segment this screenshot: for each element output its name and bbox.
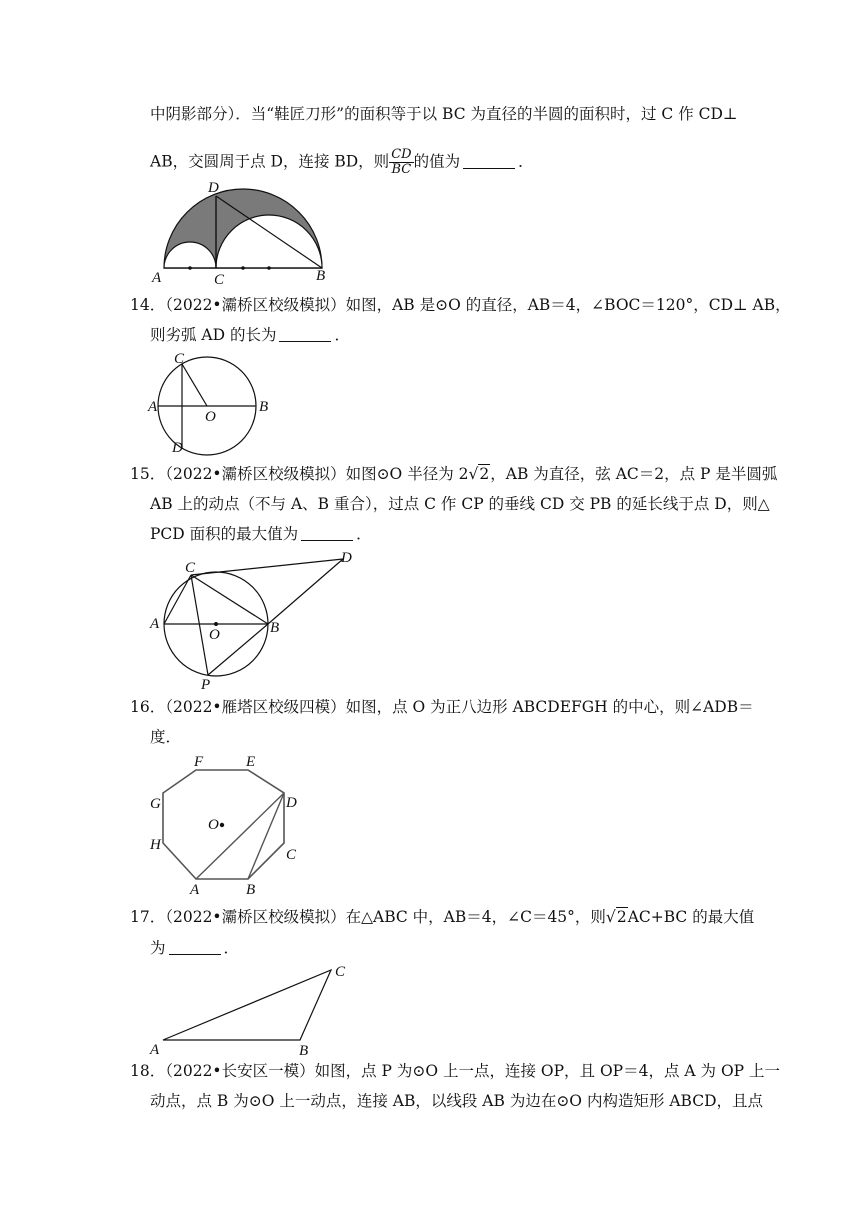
q13-text-line2 bbox=[150, 148, 732, 177]
q14-circle-figure bbox=[145, 348, 285, 458]
label-d: D bbox=[172, 440, 183, 456]
q14-question: 则劣弧 AD 的长为 bbox=[150, 326, 277, 344]
label-c: C bbox=[335, 964, 346, 980]
q17-text-line1 bbox=[130, 906, 755, 928]
label-a: A bbox=[150, 616, 160, 632]
q15-stem-b: ，AB 为直径，弦 AC＝2，点 P 是半圆弧 bbox=[490, 465, 778, 483]
label-b: B bbox=[259, 399, 269, 415]
q15-question: PCD 面积的最大值为 bbox=[150, 525, 299, 543]
label-h: H bbox=[150, 837, 161, 853]
q18-number: 18． bbox=[130, 1062, 166, 1080]
period: ． bbox=[223, 939, 240, 957]
q17-triangle-figure bbox=[145, 962, 365, 1056]
q13-text-line1: 中阴影部分）．当“鞋匠刀形”的面积等于以 BC 为直径的半圆的面积时，过 C 作 CD⊥ bbox=[150, 105, 738, 123]
label-c: C bbox=[174, 351, 185, 367]
q13-text-line2a: AB，交圆周于点 D，连接 BD，则 bbox=[150, 152, 390, 171]
label-o: O bbox=[209, 627, 220, 643]
q15-text-line2: AB 上的动点（不与 A、B 重合），过点 C 作 CP 的垂线 CD 交 PB 的延长线于点 D，则△ bbox=[150, 495, 770, 513]
q17-number: 17． bbox=[130, 908, 166, 926]
answer-blank bbox=[463, 154, 515, 169]
answer-blank bbox=[301, 526, 353, 541]
q15-number: 15． bbox=[130, 465, 166, 483]
label-o: O bbox=[205, 409, 216, 425]
sqrt-radicand: 2 bbox=[616, 908, 627, 926]
label-b: B bbox=[246, 882, 256, 898]
q17-stem-b: AC+BC 的最大值 bbox=[627, 908, 755, 926]
q14-stem: （2022•灞桥区校级模拟）如图，AB 是⊙O 的直径，AB＝4，∠BOC＝120°，CD⊥ AB， bbox=[165, 296, 791, 314]
fraction-numerator: CD bbox=[391, 147, 412, 162]
q14-number: 14． bbox=[130, 296, 166, 314]
answer-blank bbox=[279, 327, 331, 342]
label-c: C bbox=[286, 847, 297, 863]
fraction-denominator: BC bbox=[389, 162, 413, 177]
period: ． bbox=[334, 326, 350, 344]
label-g: G bbox=[150, 796, 161, 812]
label-b: B bbox=[299, 1043, 309, 1056]
q16-stem: （2022•雁塔区校级四模）如图，点 O 为正八边形 ABCDEFGH 的中心，则∠ADB＝ bbox=[165, 698, 754, 716]
label-p: P bbox=[201, 677, 211, 693]
q15-text-line3 bbox=[150, 523, 732, 545]
q13-text-line2b: 的值为 bbox=[413, 152, 461, 171]
label-o: O bbox=[208, 817, 219, 833]
label-a: A bbox=[190, 882, 200, 898]
label-c: C bbox=[185, 560, 196, 576]
label-a: A bbox=[152, 270, 162, 286]
label-c: C bbox=[214, 272, 225, 286]
q16-number: 16． bbox=[130, 698, 166, 716]
q16-text-line1 bbox=[130, 696, 754, 718]
label-e: E bbox=[246, 754, 256, 770]
q13-shoemaker-knife-figure bbox=[148, 176, 338, 286]
sqrt-expression: √2 bbox=[605, 908, 627, 926]
q17-stem-a: （2022•灞桥区校级模拟）在△ABC 中，AB＝4，∠C＝45°，则 bbox=[165, 908, 606, 926]
cd-over-bc-fraction bbox=[389, 148, 413, 177]
q16-octagon-figure bbox=[145, 752, 305, 900]
sqrt-expression: √2 bbox=[468, 465, 490, 483]
q18-stem: （2022•长安区一模）如图，点 P 为⊙O 上一点，连接 OP，且 OP＝4，点 A 为 OP 上一 bbox=[165, 1062, 781, 1080]
period: ． bbox=[356, 525, 372, 543]
q18-text-line2: 动点，点 B 为⊙O 上一动点，连接 AB，以线段 AB 为边在⊙O 内构造矩形 ABCD，且点 bbox=[150, 1092, 764, 1110]
sqrt-radicand: 2 bbox=[479, 465, 490, 483]
label-b: B bbox=[270, 620, 280, 636]
label-a: A bbox=[150, 1042, 160, 1056]
label-a: A bbox=[148, 399, 158, 415]
q15-circle-figure bbox=[145, 548, 365, 693]
q15-text-line1 bbox=[130, 463, 778, 485]
q18-text-line1 bbox=[130, 1060, 781, 1082]
label-b: B bbox=[316, 268, 326, 284]
label-f: F bbox=[194, 754, 204, 770]
q14-text-line2 bbox=[150, 324, 732, 346]
label-d: D bbox=[208, 180, 219, 196]
q17-text-line2 bbox=[150, 937, 732, 959]
q16-text-line2: 度． bbox=[150, 728, 182, 746]
label-d: D bbox=[286, 795, 297, 811]
q17-question: 为 bbox=[150, 939, 166, 957]
q14-text-line1 bbox=[130, 294, 791, 316]
label-d: D bbox=[341, 550, 352, 566]
period: ． bbox=[518, 152, 534, 171]
answer-blank bbox=[169, 940, 221, 955]
q15-stem-a: （2022•灞桥区校级模拟）如图⊙O 半径为 2 bbox=[165, 465, 469, 483]
